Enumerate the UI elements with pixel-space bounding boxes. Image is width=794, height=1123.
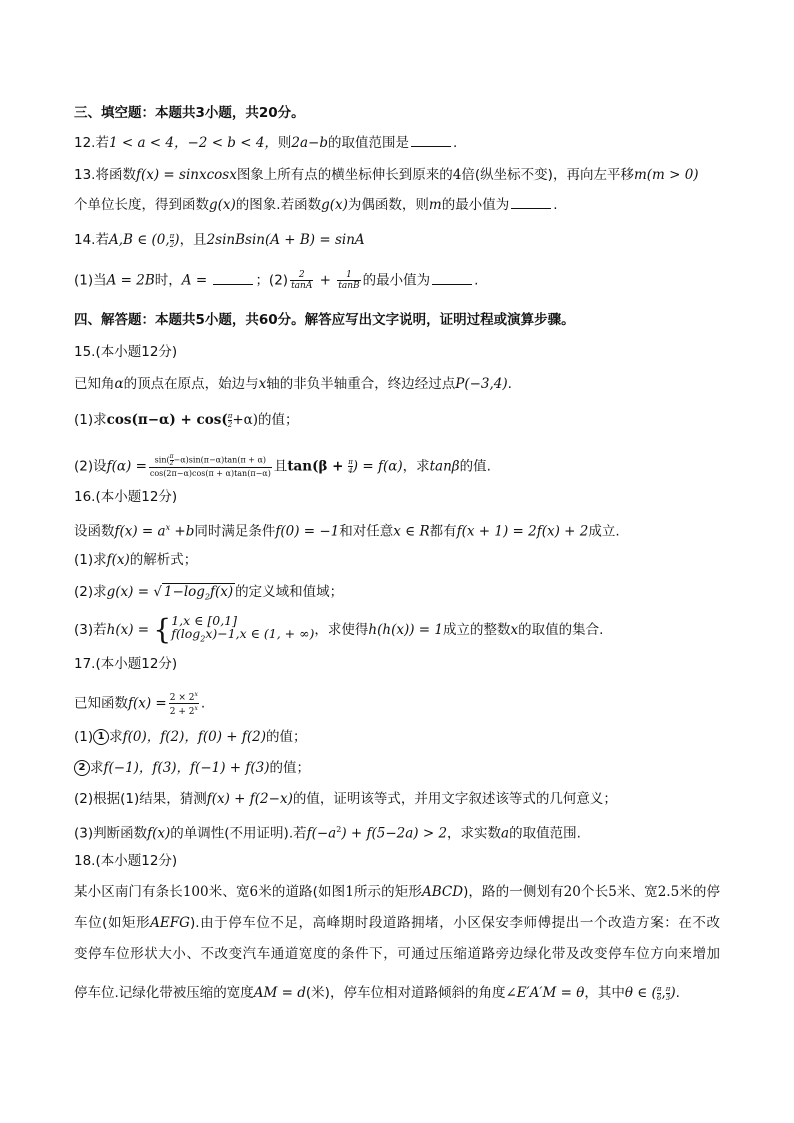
- question-18-line-3: 变停车位形状大小、不改变汽车通道宽度的条件下，可通过压缩道路旁边绿化带及改变停车位方向来增加: [74, 946, 720, 962]
- question-18-line-1: 某小区南门有条长100米、宽6米的道路(如图1所示的矩形ABCD)，路的一侧划有20个长5米、宽2.5米的停: [74, 884, 721, 900]
- question-15-stem: 已知角α的顶点在原点，始边与x轴的非负半轴重合，终边经过点P(−3,4).: [74, 376, 512, 392]
- question-16-part-3: (3)若h(x) = { 1,x ∈ [0,1] $f(\log_2x)-1,x$ ∈ (1, + ∞) ，求使得h(h(x)) = 1成立的整数x的取值的集合.: [74, 612, 604, 646]
- question-18-title: 18.(本小题12分): [74, 853, 178, 869]
- question-17-part-1-b: 2 求f(−1)，f(3)，f(−1) + f(3)的值；: [74, 759, 310, 777]
- question-15-title: 15.(本小题12分): [74, 344, 178, 360]
- question-12: 12.若1 < a < 4，−2 < b < 4，则2a−b的取值范围是 .: [74, 135, 458, 151]
- question-14-line-2: (1)当A = 2B时，A = ；(2) $\frac{2}{\tan A}$ + $\frac{1}{\tan B}$ 的最小值为 .: [74, 270, 479, 291]
- section-3-heading: 三、填空题：本题共3小题，共20分。: [74, 105, 305, 121]
- question-17-title: 17.(本小题12分): [74, 656, 178, 672]
- question-16-part-2: (2)求g(x) = √ $1-\log_2f(x)$ 的定义域和值域；: [74, 584, 344, 602]
- question-13-line-2: 个单位长度，得到函数g(x)的图象.若函数g(x)为偶函数，则m的最小值为 .: [74, 197, 558, 213]
- answer-blank: [432, 272, 472, 285]
- question-16-part-1: (1)求f(x)的解析式；: [74, 552, 198, 568]
- question-17-part-2: (2)根据(1)结果，猜测f(x) + f(2−x)的值，证明该等式，并用文字叙述该等式的几何意义；: [74, 791, 617, 807]
- question-18-line-2: 车位(如矩形AEFG).由于停车位不足，高峰期时段道路拥堵，小区保安李师傅提出一个改造方案：在不改: [74, 915, 720, 931]
- question-16-stem: 设函数$f(x) = a^x +b$同时满足条件f(0) = −1和对任意x ∈ R都有f(x + 1) = 2f(x) + 2成立.: [74, 523, 620, 540]
- question-17-part-3: (3)判断函数f(x)的单调性(不用证明).若$f(-a^2) + f(5-2a) > 2$，求实数a的取值范围.: [74, 825, 581, 842]
- circled-number-1: 1: [93, 729, 109, 745]
- answer-blank: [213, 272, 253, 285]
- section-4-heading: 四、解答题：本题共5小题，共60分。解答应写出文字说明，证明过程或演算步骤。: [74, 312, 575, 328]
- answer-blank: [411, 134, 451, 147]
- question-18-line-4: 停车位.记绿化带被压缩的宽度AM = d(米)，停车位相对道路倾斜的角度∠E′A′M = θ，其中θ ∈ ( $\frac{\pi}{6}$ , $\frac{\pi}{3}$ ).: [74, 984, 680, 1002]
- answer-blank: [511, 196, 551, 209]
- question-15-part-2: (2)设f(α) = sin( $\frac{\pi}{2}$ −α)sin(π−α)tan(π + α) cos(2π−α)cos(π + α)tan(π−α) 且tan(β + $\frac{\pi}{4}$ ) = f(α)，求tanβ的值.: [74, 453, 491, 478]
- question-16-title: 16.(本小题12分): [74, 489, 178, 505]
- question-14-line-1: 14.若A,B ∈ (0, $\frac{\pi}{2}$ )，且2sinBsin(A + B) = sinA: [74, 231, 365, 249]
- question-17-stem: 已知函数f(x) = $\frac{2 \times 2^x}{2 + 2^x}$ .: [74, 691, 206, 717]
- circled-number-2: 2: [74, 760, 90, 776]
- question-13-line-1: 13.将函数f(x) = sinxcosx图象上所有点的横坐标伸长到原来的4倍(纵坐标不变)，再向左平移m(m > 0): [74, 167, 699, 183]
- question-15-part-1: (1)求cos(π−α) + cos( $\frac{\pi}{2}$ +α)的值；: [74, 411, 299, 429]
- question-17-part-1-a: (1) 1 求f(0)，f(2)，f(0) + f(2)的值；: [74, 729, 307, 745]
